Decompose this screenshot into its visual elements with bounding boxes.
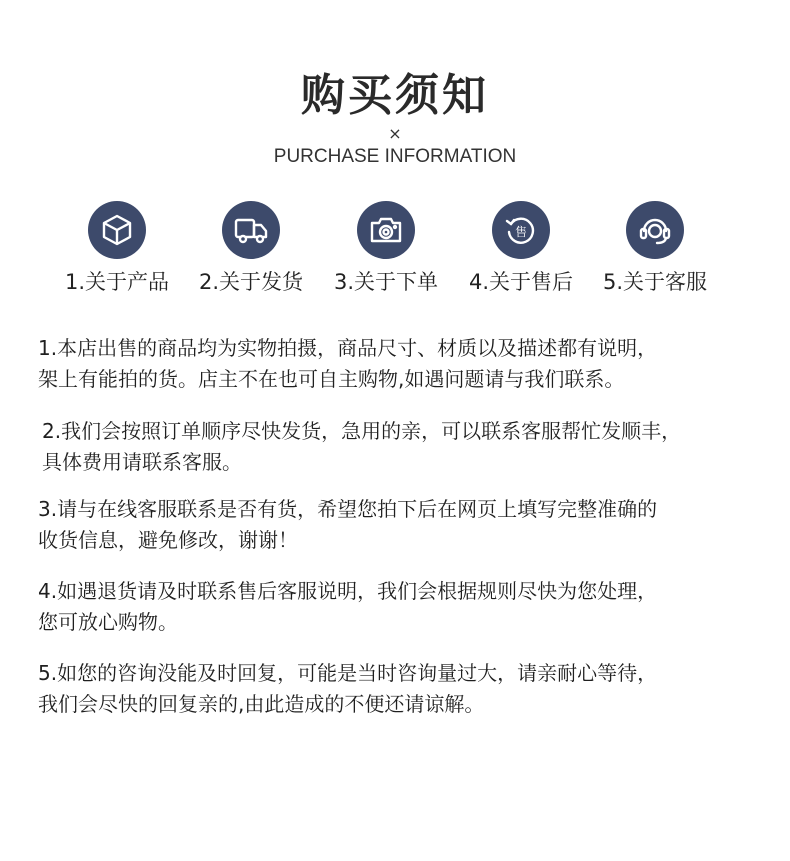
topic-label: 2.关于发货: [198, 270, 304, 294]
notice-line: 收货信息，避免修改，谢谢！: [38, 528, 298, 552]
topic-label: 1.关于产品: [64, 270, 170, 294]
topic-shipping: [176, 201, 326, 297]
title-cross-mark: ×: [388, 124, 402, 143]
notice-line: 4.如遇退货请及时联系售后客服说明，我们会根据规则尽快为您处理，: [38, 579, 658, 603]
page-title: 购买须知: [301, 70, 489, 121]
topic-after-sale: [446, 201, 596, 297]
notice-paragraph-1: [38, 333, 758, 395]
topic-service: [580, 201, 730, 297]
topic-label: 5.关于客服: [602, 270, 708, 294]
notice-line: 1.本店出售的商品均为实物拍摄，商品尺寸、材质以及描述都有说明，: [38, 336, 658, 360]
notice-line: 具体费用请联系客服。: [42, 450, 242, 474]
svg-text:售: 售: [514, 225, 528, 239]
topic-order: [311, 201, 461, 297]
truck-icon: [222, 201, 280, 259]
notice-line: 2.我们会按照订单顺序尽快发货，急用的亲，可以联系客服帮忙发顺丰，: [42, 419, 682, 443]
page-subtitle: PURCHASE INFORMATION: [273, 146, 517, 167]
notice-paragraph-2: [42, 416, 762, 478]
notice-line: 您可放心购物。: [38, 610, 178, 634]
after-sale-icon: [492, 201, 550, 259]
topic-label: 4.关于售后: [468, 270, 574, 294]
notice-line: 架上有能拍的货。店主不在也可自主购物,如遇问题请与我们联系。: [38, 367, 625, 391]
notice-line: 我们会尽快的回复亲的,由此造成的不便还请谅解。: [38, 692, 485, 716]
topic-icon-row: [0, 201, 790, 301]
topic-label: 3.关于下单: [333, 270, 439, 294]
notice-paragraph-5: [38, 658, 758, 720]
box-icon: [88, 201, 146, 259]
notice-paragraph-3: [38, 494, 758, 556]
headset-icon: [626, 201, 684, 259]
topic-product: [42, 201, 192, 297]
notice-line: 3.请与在线客服联系是否有货，希望您拍下后在网页上填写完整准确的: [38, 497, 658, 521]
notice-paragraph-4: [38, 576, 758, 638]
notice-line: 5.如您的咨询没能及时回复，可能是当时咨询量过大，请亲耐心等待，: [38, 661, 658, 685]
camera-icon: [357, 201, 415, 259]
